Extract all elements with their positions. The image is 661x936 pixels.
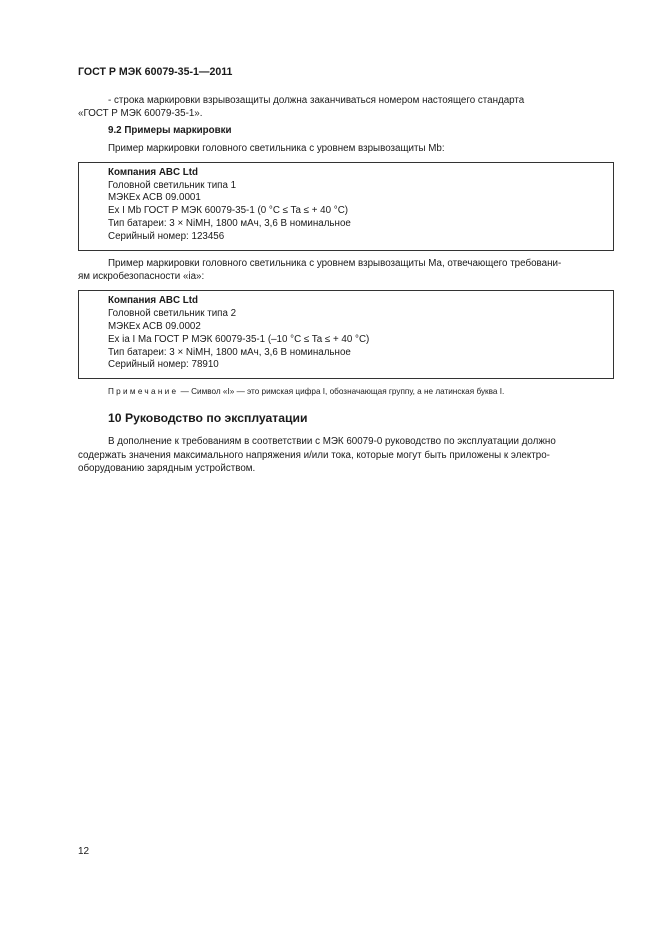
section-10-line-2: содержать значения максимального напряжения и/или тока, которые могут быть приложены к электро- bbox=[78, 449, 550, 461]
example-1-ex-marking: Ex I Mb ГОСТ Р МЭК 60079-35-1 (0 °C ≤ Ta ≤ + 40 °C) bbox=[108, 205, 349, 217]
example-1-battery: Тип батареи: 3 × NiMH, 1800 мАч, 3,6 В номинальное bbox=[108, 218, 351, 230]
example-2-intro-line-1: Пример маркировки головного светильника с уровнем взрывозащиты Ма, отвечающего требовани- bbox=[108, 258, 562, 270]
example-2-battery: Тип батареи: 3 × NiMH, 1800 мАч, 3,6 В номинальное bbox=[108, 346, 351, 358]
example-1-intro: Пример маркировки головного светильника с уровнем взрывозащиты Mb: bbox=[108, 143, 445, 155]
example-1-device: Головной светильник типа 1 bbox=[108, 179, 237, 191]
example-1-marking-box bbox=[78, 162, 614, 251]
example-1-serial: Серийный номер: 123456 bbox=[108, 231, 225, 243]
example-2-serial: Серийный номер: 78910 bbox=[108, 359, 219, 371]
example-2-marking-box bbox=[78, 290, 614, 379]
example-1-company: Компания ABC Ltd bbox=[108, 166, 199, 178]
example-2-company: Компания ABC Ltd bbox=[108, 294, 199, 306]
section-10-title: 10 Руководство по эксплуатации bbox=[108, 411, 308, 426]
note-text: — Символ «I» — это римская цифра I, обозначающая группу, а не латинская буква I. bbox=[178, 387, 505, 397]
example-2-certificate: МЭКEx ACB 09.0002 bbox=[108, 320, 201, 332]
example-2-device: Головной светильник типа 2 bbox=[108, 307, 237, 319]
example-1-certificate: МЭКEx ACB 09.0001 bbox=[108, 192, 201, 204]
note-label: Примечание bbox=[108, 387, 179, 397]
intro-paragraph bbox=[78, 94, 614, 121]
example-2-intro-line-2: ям искробезопасности «ia»: bbox=[78, 271, 205, 283]
document-header: ГОСТ Р МЭК 60079-35-1—2011 bbox=[78, 66, 233, 78]
example-2-ex-marking: Ex ia I Ma ГОСТ Р МЭК 60079-35-1 (–10 °C ≤ Ta ≤ + 40 °C) bbox=[108, 333, 370, 345]
section-10-line-1: В дополнение к требованиям в соответствии с МЭК 60079-0 руководство по эксплуатации должно bbox=[108, 436, 556, 448]
page-content bbox=[78, 94, 614, 476]
section-9-2-title: 9.2 Примеры маркировки bbox=[108, 124, 232, 136]
note bbox=[108, 386, 614, 397]
intro-line-1: - строка маркировки взрывозащиты должна заканчиваться номером настоящего стандарта bbox=[108, 95, 525, 106]
section-10-paragraph bbox=[78, 435, 614, 475]
example-2-intro bbox=[78, 257, 614, 284]
intro-line-2: «ГОСТ Р МЭК 60079-35-1». bbox=[78, 108, 203, 120]
section-10-line-3: оборудованию зарядным устройством. bbox=[78, 463, 256, 475]
page-number: 12 bbox=[78, 846, 90, 857]
